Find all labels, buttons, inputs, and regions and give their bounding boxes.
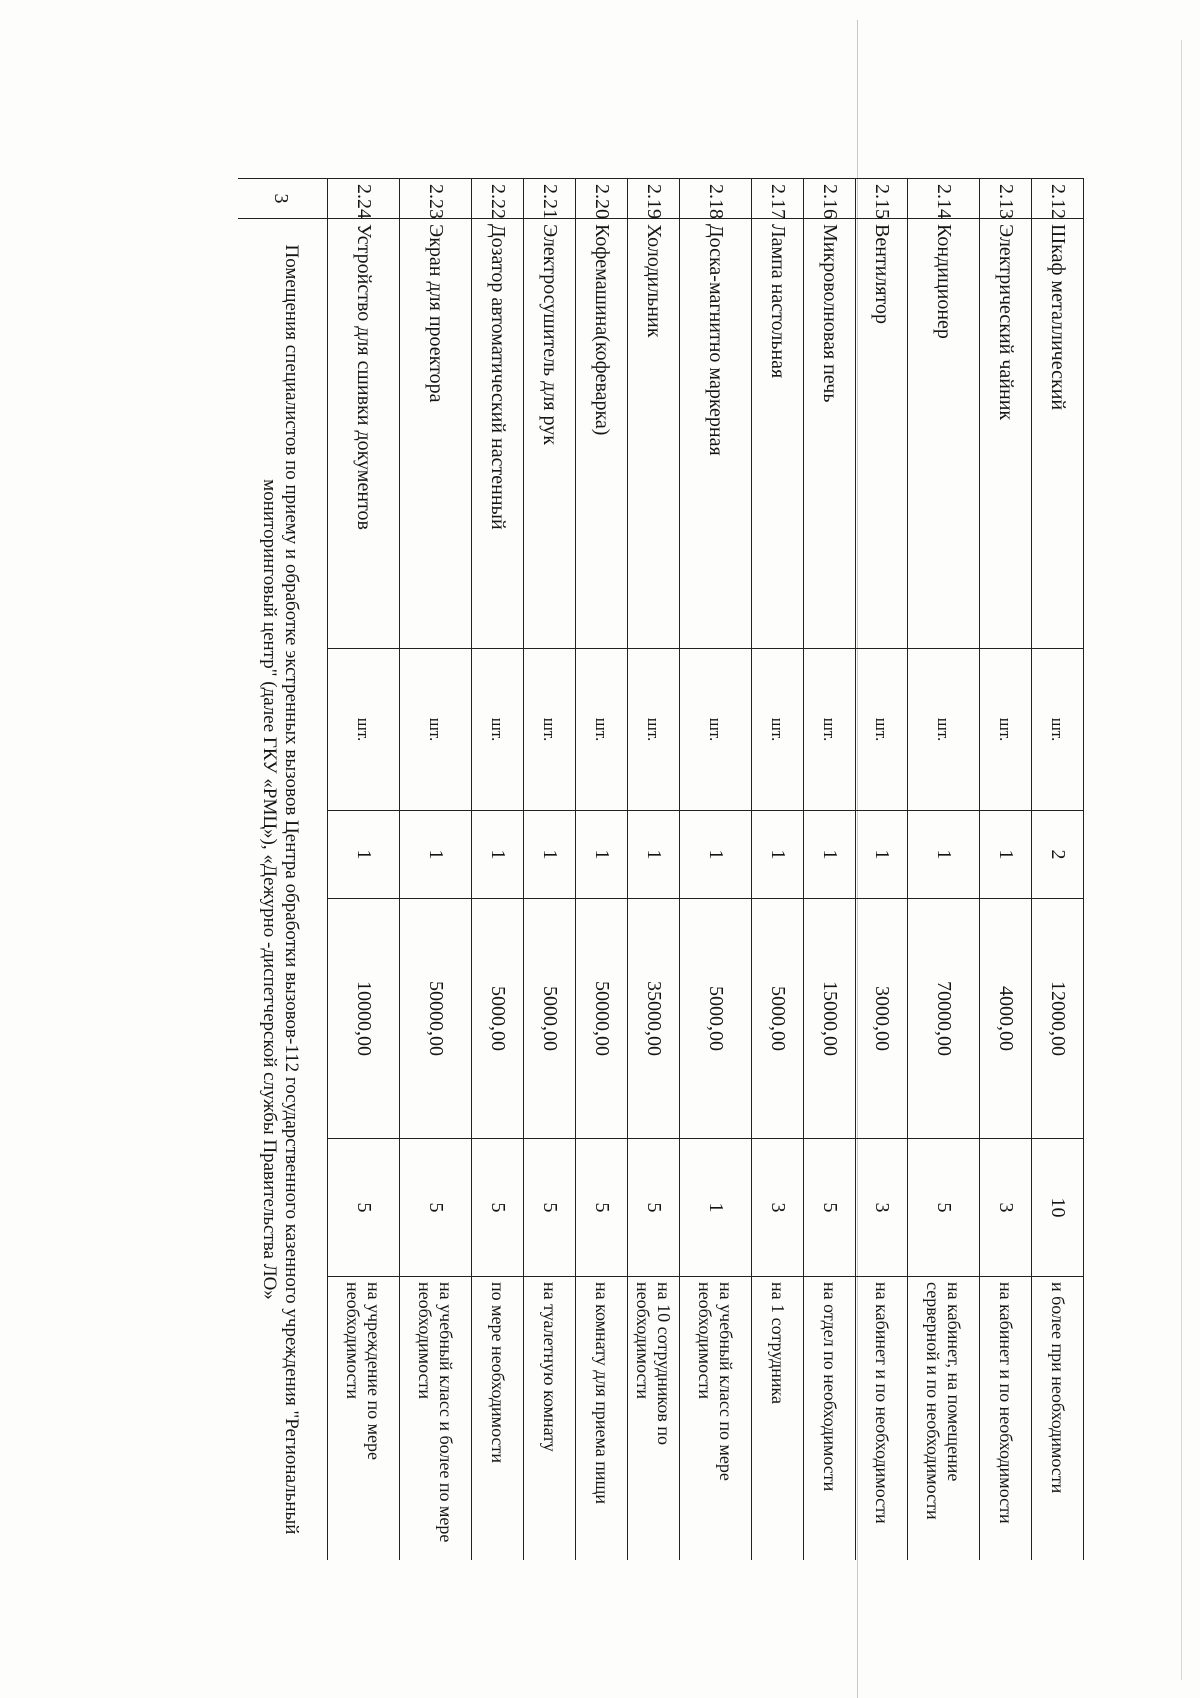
item-note: по мере необходимости bbox=[472, 1277, 524, 1561]
item-note: на туалетную комнату bbox=[524, 1277, 576, 1561]
item-note: на отдел по необходимости bbox=[804, 1277, 856, 1561]
item-quantity: 1 bbox=[680, 811, 752, 899]
item-note: на 1 сотрудника bbox=[752, 1277, 804, 1561]
item-note: на 10 сотрудников по необходимости bbox=[628, 1277, 680, 1561]
table-row bbox=[680, 179, 752, 1561]
item-note: на учебный класс по мере необходимости bbox=[680, 1277, 752, 1561]
row-number: 2.15 bbox=[856, 179, 908, 219]
item-service-life: 5 bbox=[400, 1139, 472, 1277]
item-note: на кабинет, на помещение серверной и по необходимости bbox=[908, 1277, 980, 1561]
item-unit: шт. bbox=[576, 649, 628, 811]
row-number: 2.18 bbox=[680, 179, 752, 219]
item-quantity: 1 bbox=[400, 811, 472, 899]
row-number: 2.12 bbox=[1032, 179, 1084, 219]
item-quantity: 1 bbox=[328, 811, 400, 899]
item-quantity: 1 bbox=[472, 811, 524, 899]
item-note: на учреждение по мере необходимости bbox=[328, 1277, 400, 1561]
item-price: 35000,00 bbox=[628, 899, 680, 1139]
item-price: 5000,00 bbox=[680, 899, 752, 1139]
section-row bbox=[238, 179, 328, 1561]
document-page bbox=[238, 178, 1084, 1560]
item-name: Кофемашина(кофеварка) bbox=[576, 219, 628, 649]
row-number: 2.24 bbox=[328, 179, 400, 219]
item-service-life: 10 bbox=[1032, 1139, 1084, 1277]
row-number: 2.16 bbox=[804, 179, 856, 219]
item-quantity: 1 bbox=[576, 811, 628, 899]
item-service-life: 3 bbox=[980, 1139, 1032, 1277]
item-price: 10000,00 bbox=[328, 899, 400, 1139]
item-quantity: 1 bbox=[856, 811, 908, 899]
item-name: Вентилятор bbox=[856, 219, 908, 649]
item-unit: шт. bbox=[908, 649, 980, 811]
item-service-life: 5 bbox=[524, 1139, 576, 1277]
item-price: 70000,00 bbox=[908, 899, 980, 1139]
item-price: 5000,00 bbox=[752, 899, 804, 1139]
item-service-life: 5 bbox=[804, 1139, 856, 1277]
row-number: 2.14 bbox=[908, 179, 980, 219]
row-number: 2.19 bbox=[628, 179, 680, 219]
item-name: Дозатор автоматический настенный bbox=[472, 219, 524, 649]
table-row bbox=[524, 179, 576, 1561]
item-name: Доска-магнитно маркерная bbox=[680, 219, 752, 649]
table-row bbox=[576, 179, 628, 1561]
item-service-life: 5 bbox=[576, 1139, 628, 1277]
row-number: 2.21 bbox=[524, 179, 576, 219]
table-row bbox=[1032, 179, 1084, 1561]
item-price: 5000,00 bbox=[472, 899, 524, 1139]
table-row bbox=[472, 179, 524, 1561]
table-row bbox=[628, 179, 680, 1561]
item-quantity: 1 bbox=[804, 811, 856, 899]
item-note: на комнату для приема пищи bbox=[576, 1277, 628, 1561]
item-name: Микроволновая печь bbox=[804, 219, 856, 649]
item-name: Лампа настольная bbox=[752, 219, 804, 649]
table-row bbox=[856, 179, 908, 1561]
item-name: Устройство для сшивки документов bbox=[328, 219, 400, 649]
item-price: 12000,00 bbox=[1032, 899, 1084, 1139]
item-service-life: 5 bbox=[628, 1139, 680, 1277]
item-name: Холодильник bbox=[628, 219, 680, 649]
item-price: 15000,00 bbox=[804, 899, 856, 1139]
row-number: 2.20 bbox=[576, 179, 628, 219]
item-unit: шт. bbox=[1032, 649, 1084, 811]
item-unit: шт. bbox=[524, 649, 576, 811]
table-row bbox=[752, 179, 804, 1561]
item-price: 4000,00 bbox=[980, 899, 1032, 1139]
item-name: Экран для проектора bbox=[400, 219, 472, 649]
equipment-table-body bbox=[328, 179, 1084, 1561]
section-number: 3 bbox=[238, 179, 328, 219]
item-quantity: 1 bbox=[752, 811, 804, 899]
section-title: Помещения специалистов по приему и обработке экстренных вызовов Центра обработки вызовов-112 государственного казенного учреждения "Региональный мониторинговый центр" (далее ГКУ «РМЦ»), «Дежурно -диспетчерской службы Правительства ЛО» bbox=[238, 219, 328, 1561]
item-unit: шт. bbox=[680, 649, 752, 811]
item-quantity: 1 bbox=[908, 811, 980, 899]
item-unit: шт. bbox=[804, 649, 856, 811]
item-note: и более при необходимости bbox=[1032, 1277, 1084, 1561]
item-name: Шкаф металлический bbox=[1032, 219, 1084, 649]
item-price: 50000,00 bbox=[400, 899, 472, 1139]
item-name: Электрический чайник bbox=[980, 219, 1032, 649]
row-number: 2.22 bbox=[472, 179, 524, 219]
rotated-document bbox=[238, 178, 1084, 1560]
item-name: Электросушитель для рук bbox=[524, 219, 576, 649]
table-row bbox=[804, 179, 856, 1561]
item-price: 50000,00 bbox=[576, 899, 628, 1139]
item-service-life: 5 bbox=[328, 1139, 400, 1277]
item-unit: шт. bbox=[980, 649, 1032, 811]
row-number: 2.17 bbox=[752, 179, 804, 219]
item-quantity: 1 bbox=[628, 811, 680, 899]
item-price: 3000,00 bbox=[856, 899, 908, 1139]
item-service-life: 3 bbox=[856, 1139, 908, 1277]
row-number: 2.13 bbox=[980, 179, 1032, 219]
item-unit: шт. bbox=[472, 649, 524, 811]
item-service-life: 1 bbox=[680, 1139, 752, 1277]
item-unit: шт. bbox=[400, 649, 472, 811]
item-unit: шт. bbox=[328, 649, 400, 811]
item-quantity: 1 bbox=[524, 811, 576, 899]
item-unit: шт. bbox=[628, 649, 680, 811]
item-quantity: 2 bbox=[1032, 811, 1084, 899]
item-note: на кабинет и по необходимости bbox=[980, 1277, 1032, 1561]
equipment-table bbox=[238, 178, 1084, 1560]
table-row bbox=[328, 179, 400, 1561]
scan-edge-line bbox=[1181, 40, 1182, 1680]
item-service-life: 3 bbox=[752, 1139, 804, 1277]
item-quantity: 1 bbox=[980, 811, 1032, 899]
item-unit: шт. bbox=[752, 649, 804, 811]
table-row bbox=[908, 179, 980, 1561]
item-name: Кондиционер bbox=[908, 219, 980, 649]
item-unit: шт. bbox=[856, 649, 908, 811]
item-service-life: 5 bbox=[472, 1139, 524, 1277]
table-row bbox=[400, 179, 472, 1561]
table-row bbox=[980, 179, 1032, 1561]
row-number: 2.23 bbox=[400, 179, 472, 219]
item-service-life: 5 bbox=[908, 1139, 980, 1277]
item-note: на кабинет и по необходимости bbox=[856, 1277, 908, 1561]
item-note: на учебный класс и более по мере необходимости bbox=[400, 1277, 472, 1561]
item-price: 5000,00 bbox=[524, 899, 576, 1139]
